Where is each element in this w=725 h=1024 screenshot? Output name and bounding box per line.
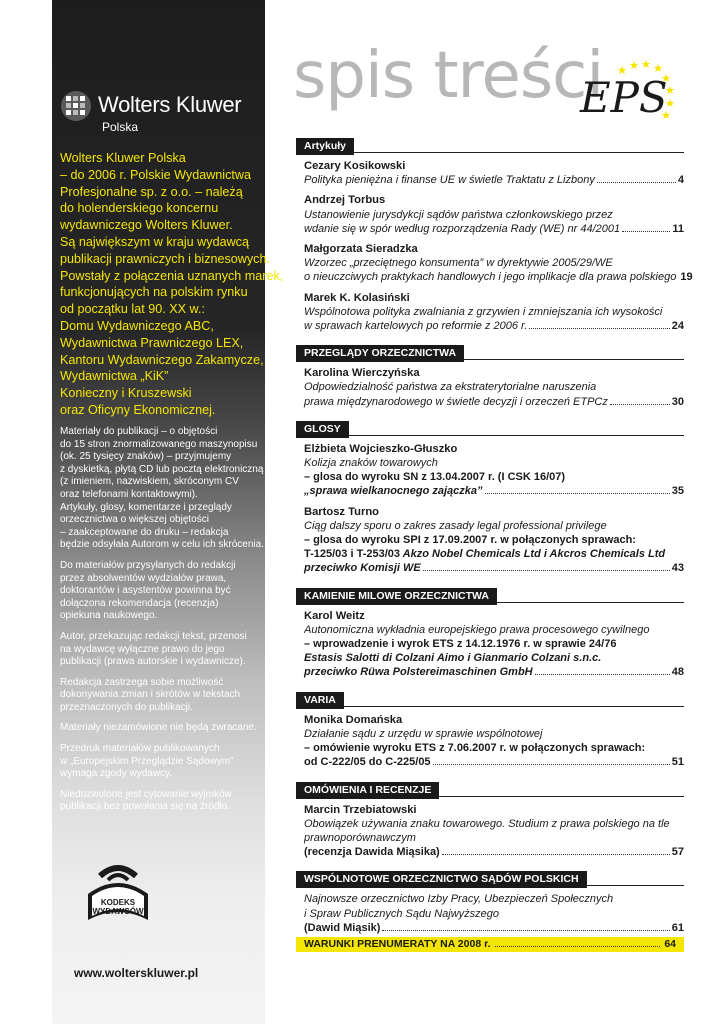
case-name: przeciwko Rüwa Polstereimaschinen GmbH <box>304 666 533 679</box>
entry-author: Marcin Trzebiatowski <box>304 803 417 816</box>
toc-entry[interactable] <box>304 505 684 576</box>
entry-title-line: Ustanowienie jurysdykcji sądów państwa członkowskiego przez <box>304 208 613 221</box>
intro-line: Domu Wydawniczego ABC, <box>60 318 214 333</box>
info-paragraph <box>60 631 260 669</box>
toc-section-polish_courts <box>296 869 684 935</box>
intro-line: – do 2006 r. Polskie Wydawnictwa <box>60 167 251 182</box>
toc-section-reviews <box>296 780 684 860</box>
intro-line: wydawniczego Wolters Kluwer. <box>60 218 233 233</box>
page-number: 11 <box>672 222 684 235</box>
case-number: T-125/03 i T-253/03 <box>304 548 401 561</box>
entry-title-line: Ciąg dalszy sporu o zakres zasady legal professional privilege <box>304 519 607 532</box>
entry-subtitle-line: – omówienie wyroku ETS z 7.06.2007 r. w połączonych sprawach: <box>304 742 646 755</box>
info-line: opiekuna naukowego. <box>60 610 158 622</box>
toc-entry[interactable] <box>304 713 684 770</box>
section-label: WSPÓLNOTOWE ORZECZNICTWO SĄDÓW POLSKICH <box>296 871 587 888</box>
intro-line: publikacji prawniczych i biznesowych. <box>60 251 270 266</box>
entry-title-line: Odpowiedzialność państwa za ekstraterytorialne naruszenia <box>304 381 597 394</box>
section-header <box>296 869 684 886</box>
page-number: 35 <box>671 485 684 498</box>
eps-logo <box>578 58 676 130</box>
dot-leader <box>433 764 670 765</box>
toc-leader-line[interactable] <box>304 755 684 769</box>
dot-leader <box>622 231 670 232</box>
entry-title-line: o nieuczciwych praktykach handlowych i jego implikacje dla prawa polskiego <box>304 271 677 284</box>
brand-name: Wolters Kluwer <box>98 92 242 117</box>
page-number: 51 <box>671 756 684 769</box>
page-number: 30 <box>671 395 684 408</box>
entry-title-line: Wspólnotowa polityka zwalniania z grzywien i zmniejszania ich wysokości <box>304 305 663 318</box>
entry-text <box>304 845 440 859</box>
section-label: OMÓWIENIA I RECENZJE <box>296 782 439 799</box>
page-title: spis treści <box>293 39 604 113</box>
info-line: przeznaczonych do publikacji. <box>60 701 193 713</box>
info-line: publikacji bez powołania się na źródło. <box>60 801 231 813</box>
toc-entry[interactable] <box>304 892 684 935</box>
toc-section-case_law_review <box>296 343 684 409</box>
entry-title-line: w sprawach kartelowych po reformie z 2006 r. <box>304 320 528 333</box>
toc-leader-line[interactable] <box>304 484 684 498</box>
dot-leader <box>382 930 669 931</box>
entry-title-line: prawnoporównawczym <box>304 831 416 844</box>
svg-text:KODEKS: KODEKS <box>100 898 136 907</box>
intro-line: Są największym w kraju wydawcą <box>60 234 249 249</box>
info-paragraph <box>60 743 260 781</box>
sidebar <box>52 0 284 1024</box>
toc-entry[interactable] <box>304 366 684 409</box>
wolters-kluwer-mark-icon <box>60 90 92 122</box>
dot-leader <box>597 182 676 183</box>
intro-line: Wolters Kluwer Polska <box>60 151 186 165</box>
entry-title-line: wdanie się w spór według rozporządzenia Rady (WE) nr 44/2001 <box>304 222 621 235</box>
kodeks-wydawcow-logo-icon <box>78 858 158 934</box>
info-line: orzecznictwa o większej objętości <box>60 514 209 526</box>
info-line: do 15 stron znormalizowanego maszynopisu <box>60 438 258 450</box>
entry-text <box>304 173 595 187</box>
entry-subtitle-line: – glosa do wyroku SN z 13.04.2007 r. (I CSK 16/07) <box>304 471 566 484</box>
toc-entry[interactable] <box>304 442 684 499</box>
entry-author: Bartosz Turno <box>304 505 379 518</box>
eps-logo-text: EPS <box>580 73 668 122</box>
info-paragraph <box>60 560 260 623</box>
case-number: od C-222/05 do C-225/05 <box>304 756 431 769</box>
website-link[interactable]: www.wolterskluwer.pl <box>74 966 199 980</box>
dot-leader <box>485 493 670 494</box>
info-line: Autor, przekazując redakcji tekst, przenosi <box>60 630 247 642</box>
case-name: Akzo Nobel Chemicals Ltd i Akcros Chemicals Ltd <box>400 548 666 561</box>
entry-author: Elżbieta Wojcieszko-Głuszko <box>304 442 458 455</box>
brand-country: Polska <box>102 120 139 134</box>
info-line: Do materiałów przysyłanych do redakcji <box>60 559 236 571</box>
toc-leader-line[interactable] <box>304 222 684 236</box>
info-line: publikacji (prawa autorskie i wydawnicze). <box>60 656 246 668</box>
entry-author: Karolina Wierczyńska <box>304 367 420 380</box>
entry-author: Karol Weitz <box>304 609 365 622</box>
toc-leader-line[interactable] <box>304 561 684 575</box>
intro-line: od początku lat 90. XX w.: <box>60 302 205 317</box>
case-name: przeciwko Komisji WE <box>304 562 421 575</box>
case-name: „sprawa wielkanocnego zajączka” <box>304 485 483 498</box>
info-line: Przedruk materiałów publikowanych <box>60 743 220 755</box>
dot-leader <box>529 328 669 329</box>
entry-author: Monika Domańska <box>304 713 403 726</box>
entry-title-line: prawa międzynarodowego w świetle decyzji i orzeczeń ETPCz <box>304 395 608 408</box>
toc-leader-line[interactable] <box>304 921 684 935</box>
toc-entry[interactable] <box>304 159 684 187</box>
intro-line: Konieczny i Kruszewski <box>60 386 192 401</box>
entry-title-line: i Spraw Publicznych Sądu Najwyższego <box>304 907 500 920</box>
entry-text <box>304 755 431 769</box>
entry-subtitle-line: – glosa do wyroku SPI z 17.09.2007 r. w połączonych sprawach: <box>304 534 636 547</box>
toc-leader-line[interactable] <box>304 173 684 187</box>
case-name: Estasis Salotti di Colzani Aimo i Gianmario Colzani s.n.c. <box>304 652 602 665</box>
info-line: doktorantów i asystentów powinna być <box>60 585 231 597</box>
toc-leader-line[interactable] <box>304 319 684 333</box>
info-line: w „Europejskim Przeglądzie Sądowym” <box>60 755 234 767</box>
info-line: Niedozwolone jest cytowanie wyjmków <box>60 788 232 800</box>
entry-title-line: Działanie sądu z urzędu w sprawie wspólnotowej <box>304 727 543 740</box>
toc-leader-line[interactable] <box>304 270 693 284</box>
section-label: KAMIENIE MILOWE ORZECZNICTWA <box>296 588 497 605</box>
publisher-intro <box>60 150 284 419</box>
entry-title-line: Autonomiczna wykładnia europejskiego prawa procesowego cywilnego <box>304 623 650 636</box>
page-number: 24 <box>671 320 684 333</box>
entry-text <box>304 921 380 935</box>
wolters-kluwer-logo <box>60 88 260 138</box>
dot-leader <box>610 404 670 405</box>
section-header <box>296 586 684 603</box>
info-line: – zaakceptowane do druku – redakcja <box>60 526 229 538</box>
info-line: (ok. 25 tysięcy znaków) – przyjmujemy <box>60 451 232 463</box>
section-label: VARIA <box>296 692 344 709</box>
editor: (Dawid Miąsik) <box>304 921 381 934</box>
intro-line: Wydawnictwa „KiK” <box>60 369 169 384</box>
toc-leader-line[interactable] <box>304 845 684 859</box>
entry-author: Małgorzata Sieradzka <box>304 243 418 256</box>
reviewer: (recenzja Dawida Miąsika) <box>304 846 440 859</box>
section-header <box>296 419 684 436</box>
toc-entry[interactable] <box>304 609 684 680</box>
dot-leader <box>495 946 661 947</box>
entry-title-line: Najnowsze orzecznictwo Izby Pracy, Ubezpieczeń Społecznych <box>304 893 614 906</box>
info-line: z dyskietką, płytą CD lub pocztą elektroniczną <box>60 463 264 475</box>
dot-leader <box>423 570 670 571</box>
info-line: Materiały niezamówione nie będą zwracane. <box>60 722 257 734</box>
entry-title-line: Obowiązek używania znaku towarowego. Studium z prawa polskiego na tle <box>304 817 670 830</box>
svg-text:WYDAWCÓW: WYDAWCÓW <box>92 907 144 916</box>
entry-subtitle-line: – wprowadzenie i wyrok ETS z 14.12.1976 r. w sprawie 24/76 <box>304 638 617 651</box>
info-line: przez absolwentów wydziałów prawa, <box>60 572 227 584</box>
section-header <box>296 136 684 153</box>
intro-line: Powstały z połączenia uznanych marek, <box>60 268 284 283</box>
entry-title-line: Kolizja znaków towarowych <box>304 457 438 470</box>
entry-title-line: Polityka pieniężna i finanse UE w świetle Traktatu z Lizbony <box>304 174 595 187</box>
page-number: 64 <box>664 938 676 951</box>
entry-text <box>304 395 608 409</box>
info-line: (z imieniem, nazwiskiem, skróconym CV <box>60 476 239 488</box>
intro-line: oraz Oficyny Ekonomicznej. <box>60 402 216 417</box>
info-line: Materiały do publikacji – o objętości <box>60 426 218 437</box>
entry-text <box>304 561 421 575</box>
page-number: 43 <box>671 562 684 575</box>
toc-entry[interactable] <box>304 242 693 285</box>
info-paragraph <box>60 722 260 735</box>
entry-text <box>304 270 676 284</box>
table-of-contents <box>296 136 693 952</box>
dot-leader <box>442 854 670 855</box>
info-line: dołączona rekomendacja (recenzja) <box>60 597 219 609</box>
intro-line: Profesjonalne sp. z o.o. – należą <box>60 184 243 199</box>
toc-section-varia <box>296 690 684 770</box>
toc-section-milestones <box>296 586 684 680</box>
info-line: Artykuły, glosy, komentarze i przeglądy <box>60 501 232 513</box>
info-line: Redakcja zastrzega sobie możliwość <box>60 676 224 688</box>
entry-text <box>304 222 620 236</box>
dot-leader <box>535 674 670 675</box>
page-number: 57 <box>671 846 684 859</box>
toc-entry[interactable] <box>304 291 684 334</box>
entry-author: Andrzej Torbus <box>304 194 386 207</box>
entry-text <box>304 319 527 333</box>
info-paragraph <box>60 426 264 552</box>
entry-title-line: Wzorzec „przeciętnego konsumenta” w dyrektywie 2005/29/WE <box>304 257 613 270</box>
section-header <box>296 780 684 797</box>
page-number: 4 <box>677 174 684 187</box>
page-number: 48 <box>671 666 684 679</box>
intro-line: Kantoru Wydawniczego Zakamycze, <box>60 352 264 367</box>
info-paragraph <box>60 789 260 814</box>
subscription-label: WARUNKI PRENUMERATY NA 2008 r. <box>304 938 491 951</box>
toc-section-articles <box>296 136 693 333</box>
toc-entry[interactable] <box>304 803 684 860</box>
toc-section-glosses <box>296 419 684 576</box>
info-paragraph <box>60 677 260 715</box>
intro-line: funkcjonujących na polskim rynku <box>60 285 248 300</box>
toc-leader-line[interactable] <box>304 665 684 679</box>
section-header <box>296 343 684 360</box>
section-label: GLOSY <box>296 421 349 438</box>
info-line: będzie odsyłała Autorom w celu ich skrócenia. <box>60 539 264 551</box>
section-label: Artykuły <box>296 138 354 155</box>
entry-author: Cezary Kosikowski <box>304 160 406 172</box>
info-line: na wydawcę wyłączne prawo do jego <box>60 643 225 655</box>
subscription-link[interactable] <box>296 937 684 952</box>
entry-text <box>304 665 533 679</box>
info-line: wymaga zgody wydawcy. <box>60 768 173 780</box>
entry-text <box>304 484 483 498</box>
intro-line: do holenderskiego koncernu <box>60 201 219 216</box>
page-number: 61 <box>671 921 684 934</box>
toc-leader-line[interactable] <box>304 395 684 409</box>
submission-info <box>60 426 264 822</box>
entry-author: Marek K. Kolasiński <box>304 291 410 304</box>
entry-case-line <box>304 547 684 561</box>
intro-line: Wydawnictwa Prawniczego LEX, <box>60 335 244 350</box>
info-line: dokonywania zmian i skrótów w tekstach <box>60 689 241 701</box>
toc-entry[interactable] <box>304 193 684 236</box>
section-header <box>296 690 684 707</box>
section-label: PRZEGLĄDY ORZECZNICTWA <box>296 345 464 362</box>
info-line: oraz telefonami kontaktowymi). <box>60 488 198 500</box>
page-number: 19 <box>680 271 693 284</box>
